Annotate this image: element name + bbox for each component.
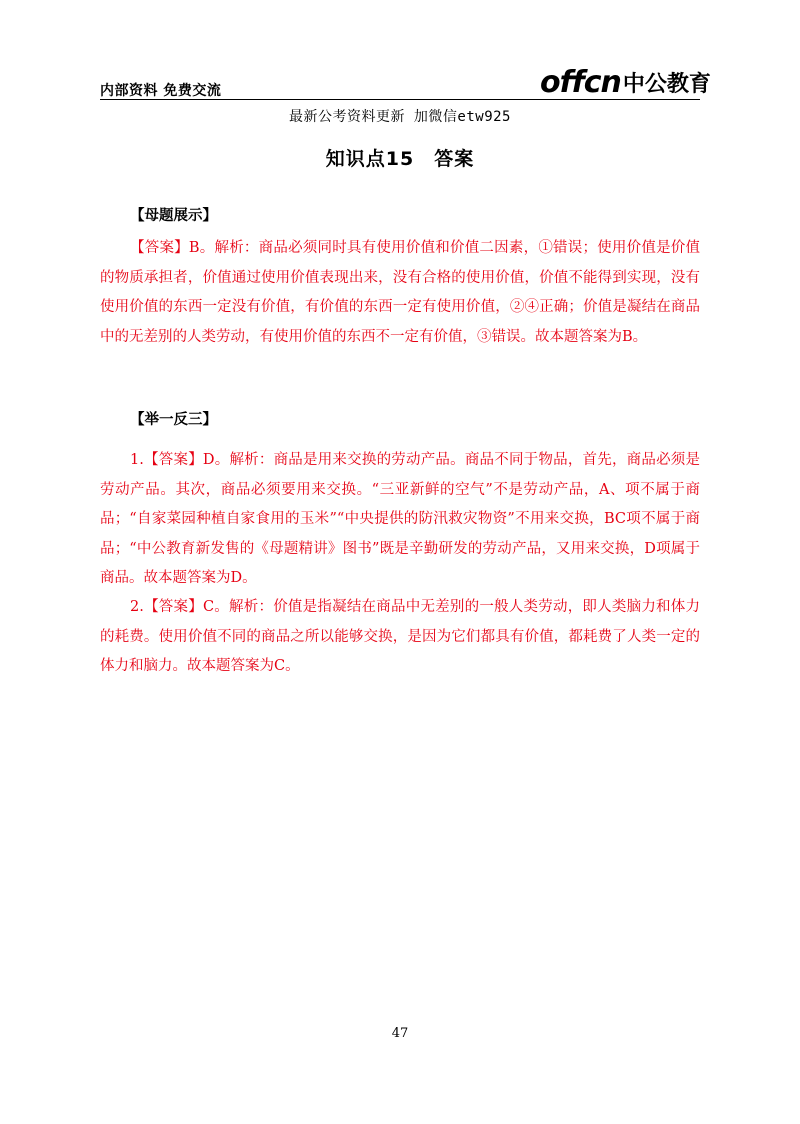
- answer-paragraph-2: [100, 593, 700, 682]
- logo-chinese: 中公教育: [622, 72, 711, 97]
- answer-label: 【答案】: [143, 452, 203, 468]
- logo-latin: offcn: [540, 65, 621, 100]
- answer-text: B。解析：商品必须同时具有使用价值和价值二因素，①错误；使用价值是价值的物质承担者，价值通过使用价值表现出来，没有合格的使用价值，价值不能得到实现，没有使用价值的东西一定没有价值，有价值的东西一定有使用价值，②④正确；价值是凝结在商品中的无差别的人类劳动，有使用价值的东西不一定有价值，③错误。故本题答案为B。: [100, 240, 701, 345]
- question-number: 1.: [130, 452, 144, 468]
- offcn-logo: [540, 66, 711, 100]
- answer-paragraph: [100, 234, 700, 352]
- page-title: 知识点15 答案: [325, 148, 475, 170]
- answer-label: 【答案】: [143, 599, 203, 615]
- section-heading-mother-question: 【母题展示】: [130, 208, 217, 224]
- answer-text: D。解析：商品是用来交换的劳动产品。商品不同于物品，首先，商品必须是劳动产品。其次，商品必须要用来交换。“三亚新鲜的空气”不是劳动产品，A、项不属于商品；“自家菜园种植自家食用的玉米”“中央提供的防汛救灾物资”不用来交换，BC项不属于商品；“中公教育新发售的《母题精讲》图书”既是辛勤研发的劳动产品，又用来交换，D项属于商品。故本题答案为D。: [100, 452, 701, 586]
- header-caption: 内部资料 免费交流: [100, 83, 222, 99]
- answer-paragraph-1: [100, 446, 700, 594]
- page-number: 47: [391, 1026, 409, 1041]
- header-divider: [100, 99, 700, 100]
- answer-text: C。解析：价值是指凝结在商品中无差别的一般人类劳动，即人类脑力和体力的耗费。使用价值不同的商品之所以能够交换，是因为它们都具有价值，都耗费了人类一定的体力和脑力。故本题答案为C。: [100, 599, 701, 674]
- update-notice: 最新公考资料更新 加微信etw925: [288, 109, 511, 125]
- question-number: 2.: [130, 599, 144, 615]
- answer-label: 【答案】: [130, 240, 189, 256]
- section-heading-practice: 【举一反三】: [130, 412, 217, 428]
